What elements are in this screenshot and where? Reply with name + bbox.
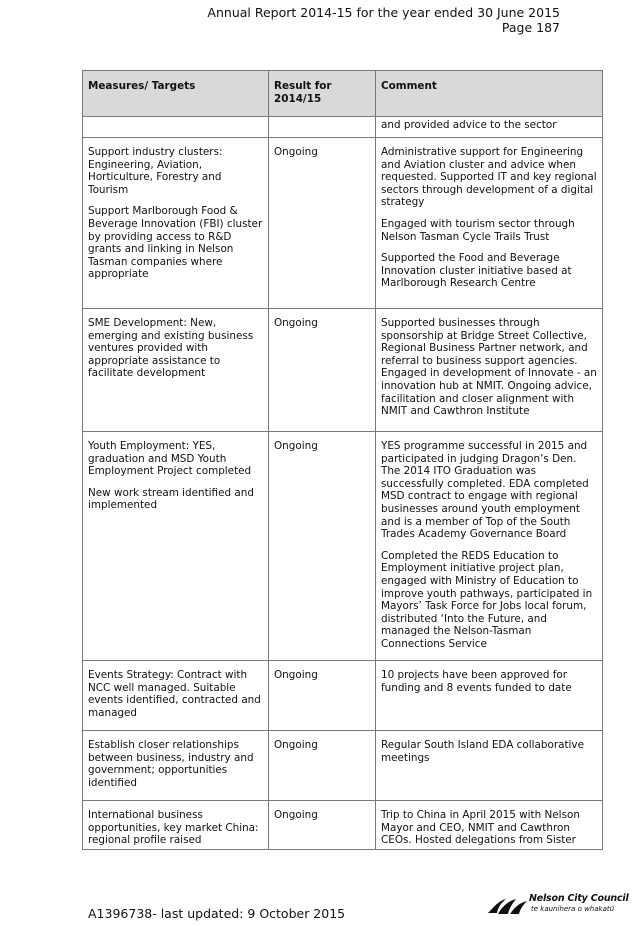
measure-cell — [83, 801, 269, 850]
table-row — [83, 801, 603, 850]
measure-cell — [83, 138, 269, 309]
page-number: Page 187 — [501, 20, 560, 35]
comment-text: Engaged with tourism sector through Nelson Tasman Cycle Trails Trust — [381, 217, 575, 243]
table-row — [83, 432, 603, 661]
comment-text: YES programme successful in 2015 and participated in judging Dragon’s Den. The 2014 ITO Graduation was successfully completed. EDA completed MSD contract to engage with regional businesses around youth employment and is a member of Top of the South Trades Academy Governance Board — [381, 440, 589, 541]
page-header — [207, 5, 560, 35]
measure-text: International business opportunities, key market China: regional profile raised — [88, 809, 259, 847]
result-cell: Ongoing — [269, 731, 376, 801]
comment-cell — [376, 801, 603, 850]
comment-text: Completed the REDS Education to Employment initiative project plan, engaged with Ministry of Education to improve youth pathways, participated in Mayors’ Task Force for Jobs local forum, distributed ‘Into the Future, and managed the Nelson-Tasman Connections Service — [381, 549, 593, 650]
measure-cell — [83, 309, 269, 432]
comment-cell — [376, 731, 603, 801]
measure-text: SME Development: New, emerging and existing business ventures provided with appropriate assistance to facilitate development — [88, 317, 254, 380]
nelson-city-council-logo-icon — [486, 895, 528, 917]
report-title: Annual Report 2014-15 for the year ended 30 June 2015 — [207, 5, 560, 20]
comment-cell — [376, 432, 603, 661]
comment-cell — [376, 661, 603, 731]
table-row — [83, 117, 603, 138]
measure-cell — [83, 731, 269, 801]
comment-text: Supported the Food and Beverage Innovation cluster initiative based at Marlborough Research Centre — [381, 252, 572, 290]
table-row — [83, 661, 603, 731]
result-cell: Ongoing — [269, 138, 376, 309]
logo-subtitle: te kaunihera o whakatū — [531, 905, 615, 913]
document-reference: A1396738- last updated: 9 October 2015 — [88, 906, 346, 921]
result-cell: Ongoing — [269, 801, 376, 850]
comment-text: Trip to China in April 2015 with Nelson Mayor and CEO, NMIT and Cawthron CEOs. Hosted delegations from Sister — [381, 809, 580, 847]
comment-text: Administrative support for Engineering and Aviation cluster and advice when requested. Supported IT and key regional sectors through development of a digital strategy — [381, 146, 597, 209]
header-comment: Comment — [376, 71, 603, 117]
table-header-row — [83, 71, 603, 117]
comment-cell — [376, 309, 603, 432]
result-cell: Ongoing — [269, 309, 376, 432]
comment-text: Regular South Island EDA collaborative meetings — [381, 739, 584, 764]
measure-text: New work stream identified and implemented — [88, 486, 254, 512]
result-cell: Ongoing — [269, 661, 376, 731]
result-cell: Ongoing — [269, 432, 376, 661]
comment-text: Supported businesses through sponsorship at Bridge Street Collective, Regional Business Partner network, and referral to business support agencies. Engaged in development of Innovate - an innovation hub at NMIT. Ongoing advice, facilitation and closer alignment with NMIT and Cawthron Institute — [381, 317, 597, 418]
measure-text: Support industry clusters: Engineering, Aviation, Horticulture, Forestry and Tourism — [88, 146, 223, 196]
measure-text: Events Strategy: Contract with NCC well managed. Suitable events identified, contracted and managed — [88, 669, 261, 719]
comment-cell: and provided advice to the sector — [376, 117, 603, 138]
measure-text: Youth Employment: YES, graduation and MSD Youth Employment Project completed — [88, 440, 252, 478]
table-row — [83, 138, 603, 309]
table-row — [83, 309, 603, 432]
measure-cell — [83, 117, 269, 138]
measure-text: Support Marlborough Food & Beverage Innovation (FBI) cluster by providing access to R&D grants and linking in Nelson Tasman companies where appropriate — [88, 205, 263, 281]
result-cell — [269, 117, 376, 138]
header-measures-targets: Measures/ Targets — [83, 71, 269, 117]
council-logo — [486, 893, 629, 919]
measure-cell — [83, 661, 269, 731]
logo-name: Nelson City Council — [529, 893, 629, 904]
measures-table — [82, 70, 603, 850]
measure-cell — [83, 432, 269, 661]
table-row — [83, 731, 603, 801]
header-result: Result for 2014/15 — [269, 71, 376, 117]
comment-text: 10 projects have been approved for funding and 8 events funded to date — [381, 669, 572, 694]
comment-cell — [376, 138, 603, 309]
measure-text: Establish closer relationships between business, industry and government; opportunities identified — [88, 739, 254, 789]
